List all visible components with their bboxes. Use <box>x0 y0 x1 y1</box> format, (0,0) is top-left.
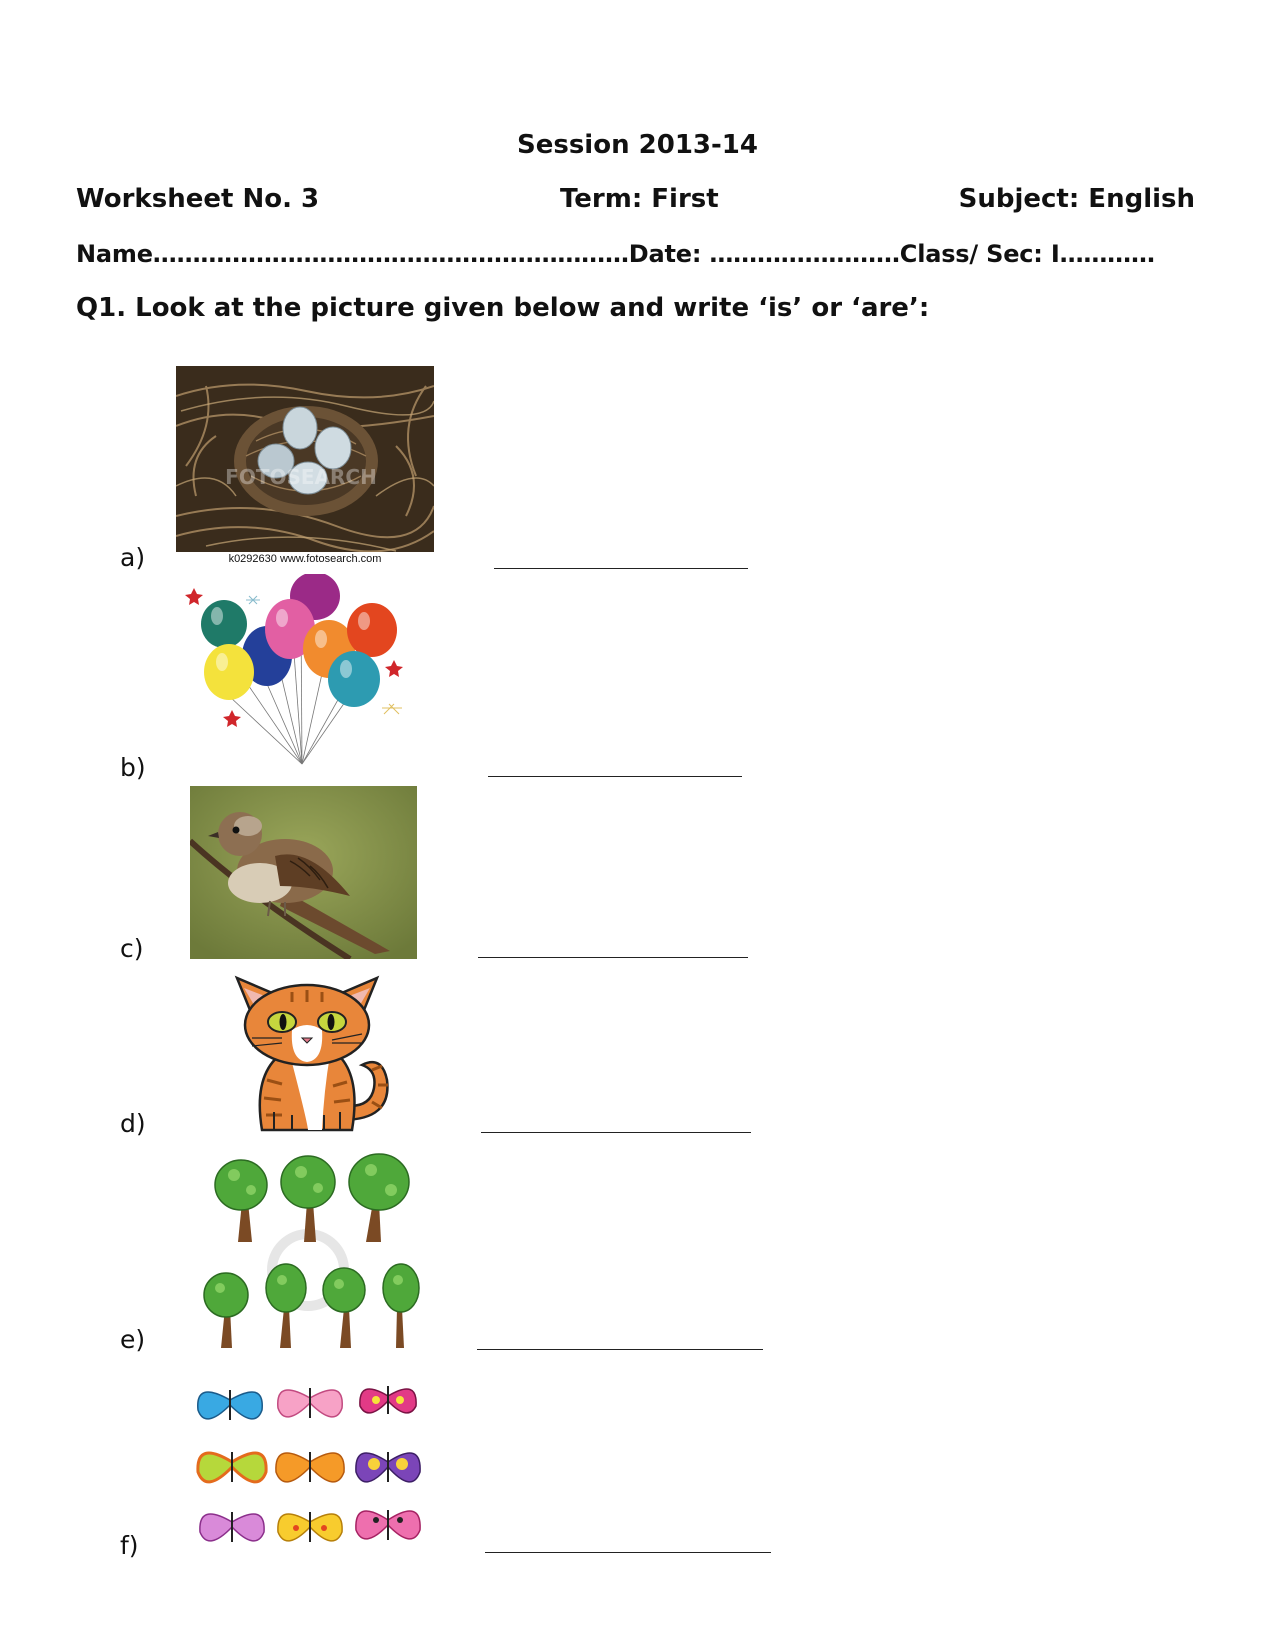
balloons-picture <box>184 574 416 778</box>
subject: Subject: English <box>958 184 1195 214</box>
watermark-text: FOTOSEARCH <box>225 465 377 489</box>
item-label-c: c) <box>120 934 144 963</box>
term: Term: First <box>560 184 719 214</box>
student-details-line: Name……………………………………………………Date: ……………………Class/ Sec: I………… <box>76 240 1155 268</box>
worksheet-number: Worksheet No. 3 <box>76 184 320 214</box>
item-label-a: a) <box>120 543 146 572</box>
session-title: Session 2013-14 <box>517 130 758 160</box>
butterflies-picture <box>192 1370 424 1554</box>
answer-line-a[interactable] <box>494 568 748 569</box>
item-label-d: d) <box>120 1109 146 1138</box>
answer-line-c[interactable] <box>478 957 748 958</box>
answer-line-b[interactable] <box>488 776 742 777</box>
answer-line-e[interactable] <box>477 1349 763 1350</box>
item-label-f: f) <box>120 1531 139 1560</box>
answer-line-f[interactable] <box>485 1552 771 1553</box>
item-label-b: b) <box>120 753 146 782</box>
answer-line-d[interactable] <box>481 1132 751 1133</box>
question-text: Q1. Look at the picture given below and write ‘is’ or ‘are’: <box>76 293 930 323</box>
nest-picture <box>176 366 434 552</box>
cat-picture <box>212 970 402 1138</box>
sparrow-picture <box>190 786 417 959</box>
trees-picture <box>196 1140 422 1352</box>
nest-caption: k0292630 www.fotosearch.com <box>176 553 434 565</box>
item-label-e: e) <box>120 1325 146 1354</box>
